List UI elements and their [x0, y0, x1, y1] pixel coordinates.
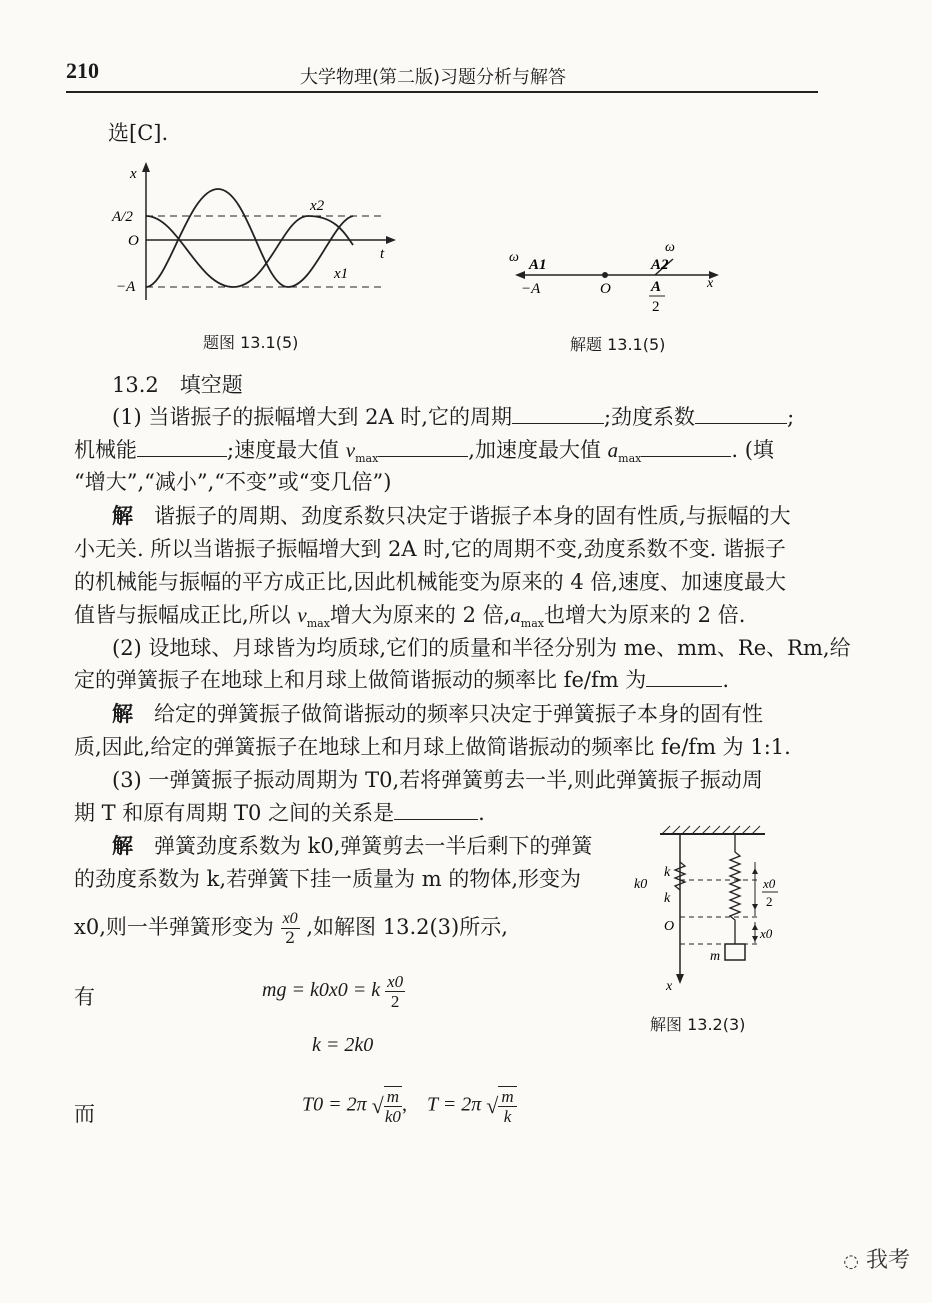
- sol2-line1: 解 给定的弹簧振子做简谐振动的频率只决定于弹簧振子本身的固有性: [112, 701, 763, 726]
- figure-left-caption: 题图 13.1(5): [203, 333, 299, 352]
- figure-right-caption: 解题 13.1(5): [570, 335, 666, 354]
- origin-label: O: [128, 233, 139, 249]
- x1-label: x1: [334, 266, 349, 282]
- q1-line1: (1) 当谐振子的振幅增大到 2A 时,它的周期 ;劲度系数 ;: [112, 405, 795, 429]
- neg-a-label: −A: [116, 279, 136, 295]
- omega-right: ω: [665, 240, 675, 255]
- wechat-icon: ◌: [843, 1251, 859, 1272]
- wave-graph: [108, 160, 408, 305]
- spring-caption: 解图 13.2(3): [650, 1015, 746, 1034]
- equation-3: T0 = 2π √ $\frac{m}{k0}$ , T = 2π √ $\frac{m}{k}$: [302, 1086, 517, 1126]
- q1-line2: 机械能 ;速度最大值 $v_{max}$ ,加速度最大值 $a_{max}$ . (填: [74, 438, 774, 466]
- q2-line2: 定的弹簧振子在地球上和月球上做简谐振动的频率比 fe/fm 为 .: [74, 668, 729, 692]
- a-half-label: A/2: [112, 209, 133, 225]
- dim-upper-num: x0: [763, 876, 776, 891]
- o-label: O: [664, 919, 675, 934]
- q2-line1: (2) 设地球、月球皆为均质球,它们的质量和半径分别为 me、mm、Re、Rm,给: [112, 636, 851, 660]
- k0-label: k0: [634, 877, 648, 892]
- axis-x-label: x: [130, 166, 137, 182]
- spring-figure: [630, 822, 790, 1002]
- sol3-line2: 的劲度系数为 k,若弹簧下挂一质量为 m 的物体,形变为: [74, 867, 582, 891]
- x-label: x: [666, 979, 673, 994]
- axis-x-right: x: [707, 276, 714, 291]
- er-word: 而: [74, 1102, 95, 1126]
- k-upper-label: k: [664, 865, 671, 880]
- sol3-line3: x0,则一半弹簧形变为 $\frac{x0}{2}$ ,如解图 13.2(3)所示,: [74, 910, 508, 947]
- axis-t-label: t: [380, 246, 385, 262]
- sol1-line1: 解 谐振子的周期、劲度系数只决定于谐振子本身的固有性质,与振幅的大: [112, 503, 791, 528]
- sol3-line1: 解 弹簧劲度系数为 k0,弹簧剪去一半后剩下的弹簧: [112, 833, 593, 858]
- watermark: ◌ 我考: [843, 1248, 910, 1273]
- equation-2: k = 2k0: [312, 1034, 374, 1056]
- phasor-diagram: [505, 235, 735, 315]
- book-title: 大学物理(第二版)习题分析与解答: [300, 67, 567, 88]
- page-number: 210: [66, 58, 99, 83]
- o-right: O: [600, 281, 611, 297]
- omega-left: ω: [509, 250, 519, 265]
- q3-line2: 期 T 和原有周期 T0 之间的关系是 .: [74, 801, 485, 825]
- sol1-line2: 小无关. 所以当谐振子振幅增大到 2A 时,它的周期不变,劲度系数不变. 谐振子: [74, 537, 786, 561]
- sol2-line2: 质,因此,给定的弹簧振子在地球上和月球上做简谐振动的频率比 fe/fm 为 1:1.: [74, 735, 791, 759]
- m-label: m: [710, 949, 721, 964]
- q1-line3: “增大”,“减小”,“不变”或“变几倍”): [74, 470, 392, 494]
- header-rule: [66, 91, 818, 93]
- you-word: 有: [74, 985, 95, 1009]
- x2-label: x2: [310, 198, 325, 214]
- dim-lower: x0: [760, 926, 773, 941]
- neg-a-right: −A: [521, 281, 541, 297]
- a-frac-num: A: [651, 279, 662, 295]
- a1-label: A1: [529, 257, 547, 273]
- a-frac-den: 2: [652, 299, 660, 315]
- a2-label: A2: [651, 257, 669, 273]
- answer-line: 选[C].: [108, 121, 169, 145]
- section-heading: 13.2 填空题: [112, 373, 243, 397]
- sol1-line3: 的机械能与振幅的平方成正比,因此机械能变为原来的 4 倍,速度、加速度最大: [74, 570, 787, 594]
- q3-line1: (3) 一弹簧振子振动周期为 T0,若将弹簧剪去一半,则此弹簧振子振动周: [112, 768, 763, 792]
- equation-1: mg = k0x0 = k $\frac{x0}{2}$: [262, 972, 404, 1011]
- dim-upper-den: 2: [766, 894, 773, 909]
- sol1-line4: 值皆与振幅成正比,所以 $v_{max}$增大为原来的 2 倍$,a_{max}$也增大为原来的 2 倍.: [74, 603, 746, 631]
- k-lower-label: k: [664, 891, 671, 906]
